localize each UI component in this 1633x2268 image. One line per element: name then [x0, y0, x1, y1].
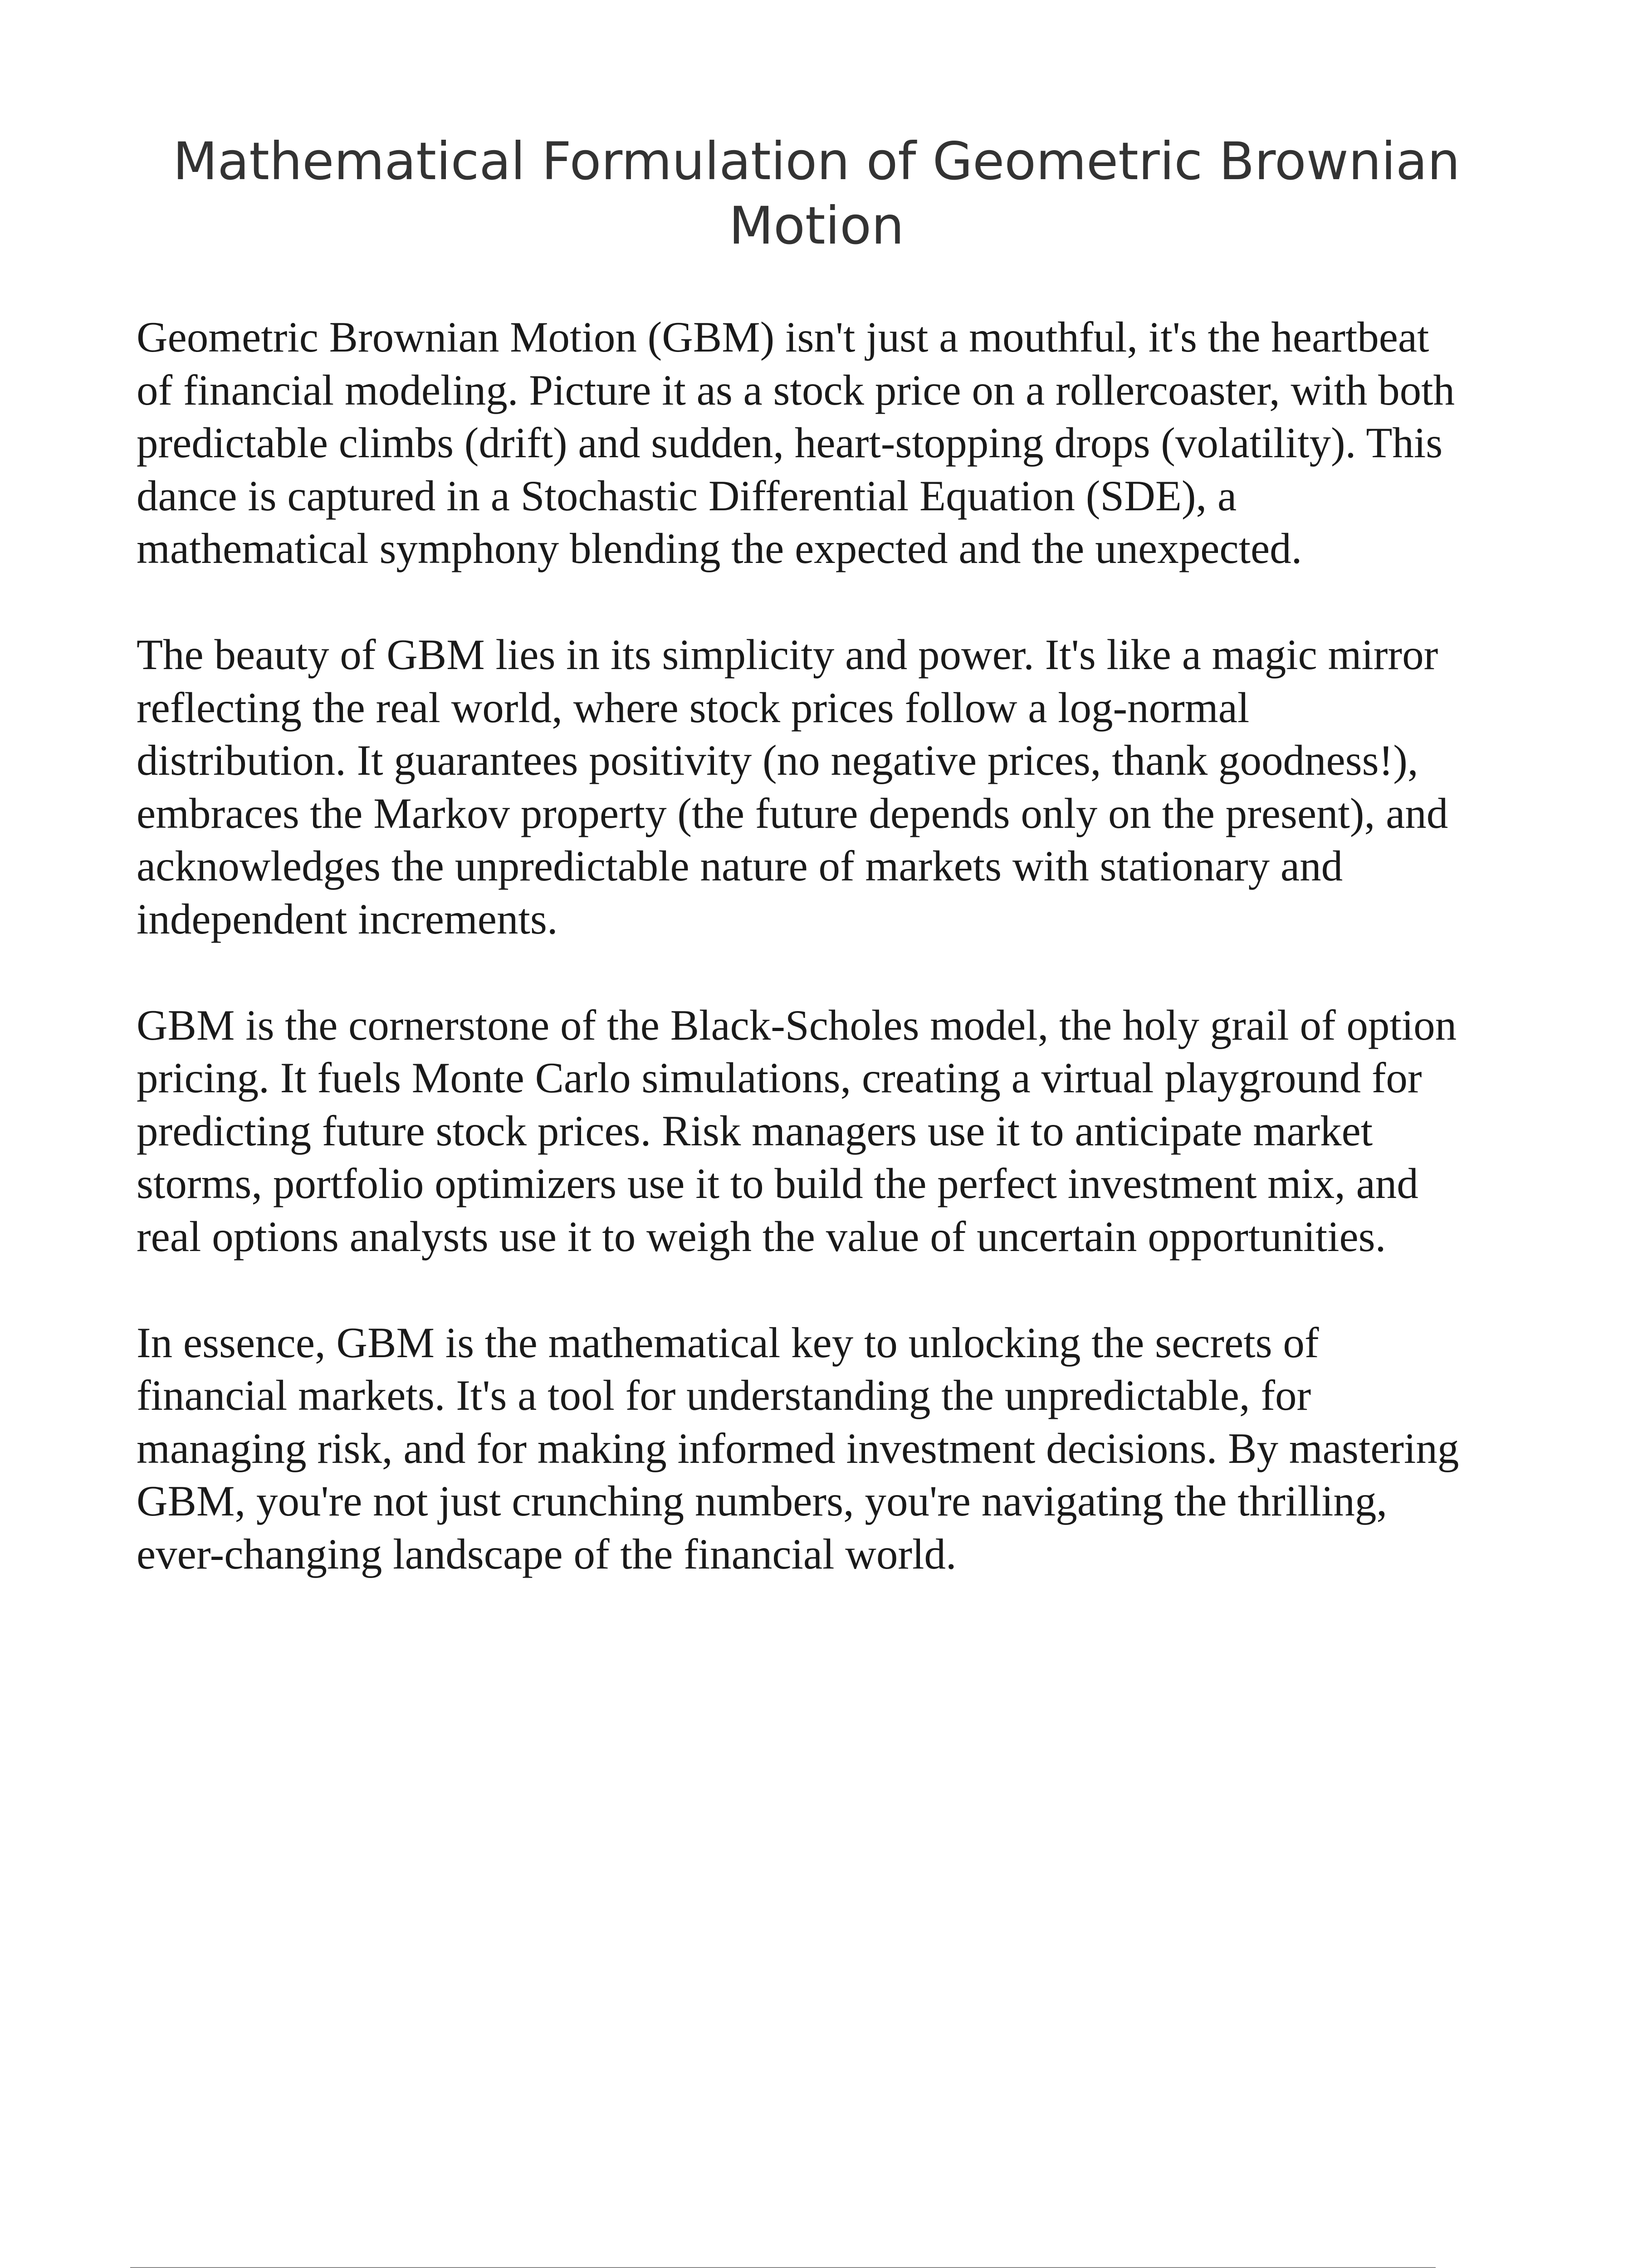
page-title: Mathematical Formulation of Geometric Brownian Motion: [173, 131, 1460, 256]
paragraph-intro: Geometric Brownian Motion (GBM) isn't just a mouthful, it's the heartbeat of financial modeling. Picture it as a stock price on a rollercoaster, with both predictable climbs (drift) and sudden, heart-stopping drops (volatility). This dance is captured in a Stochastic Differential Equation (SDE), a mathematical symphony blending the expected and the unexpected.: [137, 313, 1455, 573]
body-text: [137, 311, 1466, 1633]
paragraph-properties: The beauty of GBM lies in its simplicity and power. It's like a magic mirror reflecting the real world, where stock prices follow a log-normal distribution. It guarantees positivity (no negative prices, thank goodness!), embraces the Markov property (the future depends only on the present), and acknowledges the unpredictable nature of markets with stationary and independent increments.: [137, 630, 1448, 943]
paragraph-conclusion: In essence, GBM is the mathematical key to unlocking the secrets of financial markets. It's a tool for understanding the unpredictable, for managing risk, and for making informed investment decisions. By mastering GBM, you're not just crunching numbers, you're navigating the thrilling, ever-changing landscape of the financial world.: [137, 1318, 1459, 1578]
paragraph-applications: GBM is the cornerstone of the Black-Scholes model, the holy grail of option pricing. It fuels Monte Carlo simulations, creating a virtual playground for predicting future stock prices. Risk managers use it to anticipate market storms, portfolio optimizers use it to build the perfect investment mix, and real options analysts use it to weigh the value of uncertain opportunities.: [137, 1001, 1457, 1261]
